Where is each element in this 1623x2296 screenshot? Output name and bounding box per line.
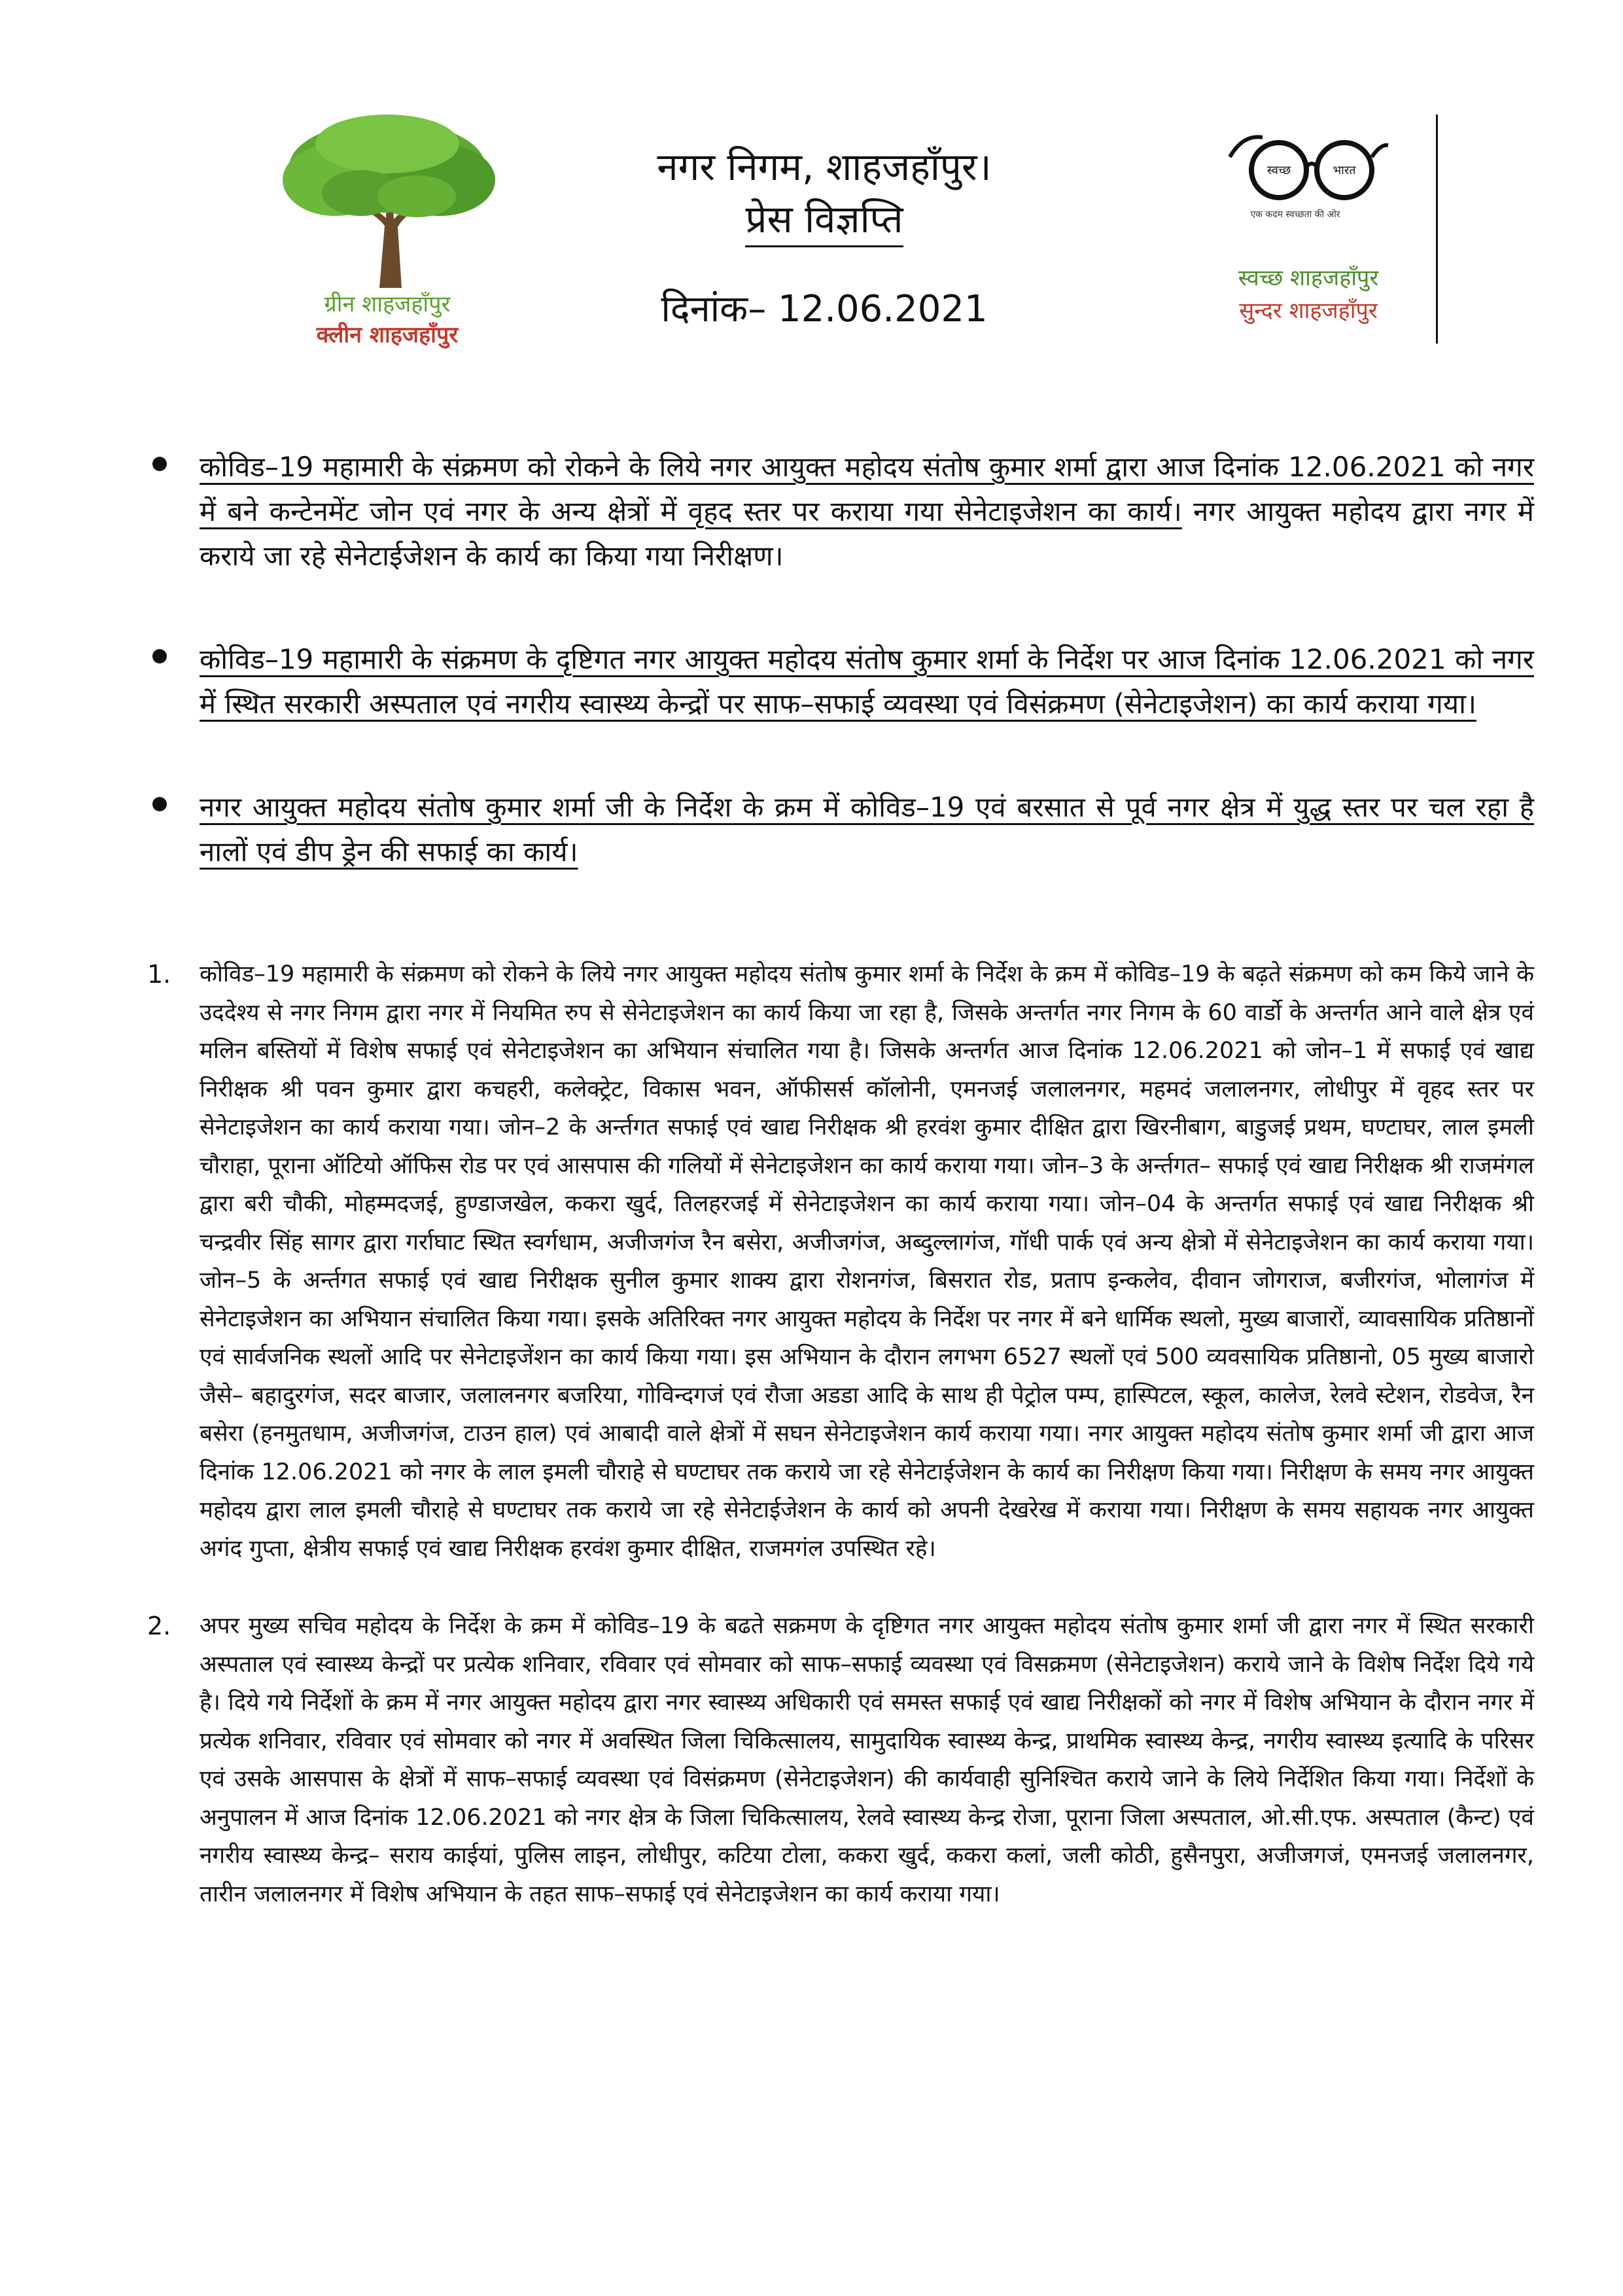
swachh-bharat-glasses-icon	[1223, 131, 1393, 206]
left-logo-caption-green: ग्रीन शाहजहाँपुर	[324, 291, 451, 317]
green-shahjahanpur-logo	[243, 115, 531, 350]
bullet-dot	[152, 649, 167, 663]
glass-left-text: स्वच्छ	[1266, 164, 1291, 177]
numbered-paragraphs	[147, 955, 1534, 1952]
header-divider	[1436, 115, 1438, 344]
swachh-tagline: एक कदम स्वच्छता की ओर	[1250, 209, 1340, 220]
highlight-bullet	[147, 637, 1534, 726]
bullet-underlined-text: कोविड–19 महामारी के संक्रमण को रोकने के लिये नगर आयुक्त महोदय संतोष कुमार शर्मा द्वारा आज दिनांक 12.06.2021 को नगर में बने कन्टेनमेंट जोन एवं नगर के अन्य क्षेत्रों में वृहद स्तर पर कराया गया सेनेटाइजेशन का कार्य।	[200, 451, 1534, 527]
right-logo-caption-swachh: स्वच्छ शाहजहाँपुर	[1238, 265, 1379, 291]
bullet-dot	[152, 797, 167, 811]
glass-right-text: भारत	[1333, 164, 1356, 177]
bullet-dot	[152, 457, 167, 471]
release-date: दिनांक– 12.06.2021	[661, 288, 988, 330]
left-logo-caption-clean: क्लीन शाहजहाँपुर	[316, 322, 459, 348]
org-name: नगर निगम, शाहजहाँपुर।	[657, 145, 992, 189]
paragraph-number: 1.	[147, 960, 171, 989]
highlight-bullet	[147, 785, 1534, 874]
paragraph-text: अपर मुख्य सचिव महोदय के निर्देश के क्रम में कोविड–19 के बढते सक्रमण के दृष्टिगत नगर आयुक्त महोदय संतोष कुमार शर्मा जी द्वारा नगर में स्थित सरकारी अस्पताल एवं स्वास्थ्य केन्द्रों पर प्रत्येक शनिवार, रविवार एवं सोमवार को साफ–सफाई व्यवस्था एवं विसक्रमण (सेनेटाइजेशन) कराये जाने के विशेष निर्देश दिये गये है। दिये गये निर्देशों के क्रम में नगर आयुक्त महोदय द्वारा नगर स्वास्थ्य अधिकारी एवं समस्त सफाई एवं खाद्य निरीक्षकों को नगर में विशेष अभियान के दौरान नगर में प्रत्येक शनिवार, रविवार एवं सोमवार को नगर में अवस्थित जिला चिकित्सालय, सामुदायिक स्वास्थ्य केन्द्र, प्राथमिक स्वास्थ्य केन्द्र, नगरीय स्वास्थ्य इत्यादि के परिसर एवं उसके आसपास के क्षेत्रों में साफ–सफाई व्यवस्था एवं विसंक्रमण (सेनेटाइजेशन) की कार्यवाही सुनिश्चित कराये जाने के लिये निर्देशित किया गया। निर्देशों के अनुपालन में आज दिनांक 12.06.2021 को नगर क्षेत्र के जिला चिकित्सालय, रेलवे स्वास्थ्य केन्द्र रोजा, पूराना जिला अस्पताल, ओ.सी.एफ. अस्पताल (कैन्ट) एवं नगरीय स्वास्थ्य केन्द्र– सराय काईयां, पुलिस लाइन, लोधीपुर, कटिया टोला, ककरा खुर्द, ककरा कलां, जली कोठी, हुसैनपुरा, अजीजगजं, एमनजई जलालनगर, तारीन जलालनगर में विशेष अभियान के तहत साफ–सफाई एवं सेनेटाइजेशन का कार्य कराया गया।	[200, 1613, 1534, 1907]
bullet-underlined-text: नगर आयुक्त महोदय संतोष कुमार शर्मा जी के निर्देश के क्रम में कोविड–19 एवं बरसात से पूर्व नगर क्षेत्र में युद्ध स्तर पर चल रहा है नालों एवं डीप ड्रेन की सफाई का कार्य।	[200, 791, 1534, 868]
header-title-block	[589, 141, 1060, 332]
paragraph-text: कोविड–19 महामारी के संक्रमण को रोकने के लिये नगर आयुक्त महोदय संतोष कुमार शर्मा के निर्देश के क्रम में कोविड–19 के बढ़ते संक्रमण को कम किये जाने के उददेश्य से नगर निगम द्वारा नगर में नियमित रुप से सेनेटाइजेशन का कार्य किया जा रहा है, जिसके अन्तर्गत नगर निगम के 60 वार्डो के अन्तर्गत आने वाले क्षेत्र एवं मलिन बस्तियों में विशेष सफाई एवं सेनेटाइजेशन का अभियान संचालित गया है। जिसके अन्तर्गत आज दिनांक 12.06.2021 को जोन–1 में सफाई एवं खाद्य निरीक्षक श्री पवन कुमार द्वारा कचहरी, कलेक्ट्रेट, विकास भवन, ऑफीसर्स कॉलोनी, एमनजई जलालनगर, महमदं जलालनगर, लोधीपुर में वृहद स्तर पर सेनेटाइजेशन का कार्य कराया गया। जोन–2 के अर्न्तगत सफाई एवं खाद्य निरीक्षक श्री हरवंश कुमार दीक्षित द्वारा खिरनीबाग, बाडुजई प्रथम, घण्टाघर, लाल इमली चौराहा, पूराना ऑटियो ऑफिस रोड पर एवं आसपास की गलियों में सेनेटाइजेशन का कार्य कराया गया। जोन–3 के अर्न्तगत– सफाई एवं खाद्य निरीक्षक श्री राजमंगल द्वारा बरी चौकी, मोहम्मदजई, हुण्डाजखेल, ककरा खुर्द, तिलहरजई में सेनेटाइजेशन का कार्य कराया गया। जोन–04 के अन्तर्गत सफाई एवं खाद्य निरीक्षक श्री चन्द्रवीर सिंह सागर द्वारा गर्राघाट स्थित स्वर्गधाम, अजीजगंज रैन बसेरा, अजीजगंज, अब्दुल्लागंज, गॉधी पार्क एवं अन्य क्षेत्रो में सेनेटाइजेशन का कार्य कराया गया। जोन–5 के अर्न्तगत सफाई एवं खाद्य निरीक्षक सुनील कुमार शाक्य द्वारा रोशनगंज, बिसरात रोड, प्रताप इन्कलेव, दीवान जोगराज, बजीरगंज, भोलागंज में सेनेटाइजेशन का अभियान संचालित किया गया। इसके अतिरिक्त नगर आयुक्त महोदय के निर्देश पर नगर में बने धार्मिक स्थलो, मुख्य बाजारों, व्यावसायिक प्रतिष्ठानों एवं सार्वजनिक स्थलों आदि पर सेनेटाइजेंशन का कार्य किया गया। इस अभियान के दौरान लगभग 6527 स्थलों एवं 500 व्यवसायिक प्रतिष्ठानो, 05 मुख्य बाजारो जैसे– बहादुरगंज, सदर बाजार, जलालनगर बजरिया, गोविन्दगजं एवं रौजा अडडा आदि के साथ ही पेट्रोल पम्प, हास्पिटल, स्कूल, कालेज, रेलवे स्टेशन, रोडवेज, रैन बसेरा (हनमुतधाम, अजीजगंज, टाउन हाल) एवं आबादी वाले क्षेत्रों में सघन सेनेटाइजेशन कार्य कराया गया। नगर आयुक्त महोदय संतोष कुमार शर्मा जी द्वारा आज दिनांक 12.06.2021 को नगर के लाल इमली चौराहे से घण्टाघर तक कराये जा रहे सेनेटाईजेशन के कार्य का निरीक्षण किया गया। निरीक्षण के समय नगर आयुक्त महोदय द्वारा लाल इमली चौराहे से घण्टाघर तक कराये जा रहे सेनेटाईजेशन के कार्य को अपनी देखरेख में कराया गया। निरीक्षण के समय सहायक नगर आयुक्त अगंद गुप्ता, क्षेत्रीय सफाई एवं खाद्य निरीक्षक हरवंश कुमार दीक्षित, राजमगंल उपस्थित रहे।	[200, 961, 1534, 1562]
highlight-bullets	[147, 445, 1534, 933]
right-logo-caption-sundar: सुन्दर शाहजहाँपुर	[1239, 298, 1378, 324]
numbered-paragraph	[147, 955, 1534, 1568]
swachh-bharat-logo	[1210, 131, 1446, 347]
bullet-underlined-text: कोविड–19 महामारी के संक्रमण के दृष्टिगत नगर आयुक्त महोदय संतोष कुमार शर्मा के निर्देश पर आज दिनांक 12.06.2021 को नगर में स्थित सरकारी अस्पताल एवं नगरीय स्वास्थ्य केन्द्रों पर साफ–सफाई व्यवस्था एवं विसंक्रमण (सेनेटाइजेशन) का कार्य कराया गया।	[200, 643, 1534, 720]
numbered-paragraph	[147, 1607, 1534, 1913]
paragraph-number: 2.	[147, 1612, 171, 1640]
highlight-bullet	[147, 445, 1534, 578]
tree-icon	[263, 115, 512, 291]
press-release-title: प्रेस विज्ञप्ति	[745, 193, 903, 247]
bullet-plain-text: नगर आयुक्त महोदय द्वारा नगर में कराये जा रहे सेनेटाईजेशन के कार्य का किया गया निरीक्षण।	[200, 495, 1534, 572]
